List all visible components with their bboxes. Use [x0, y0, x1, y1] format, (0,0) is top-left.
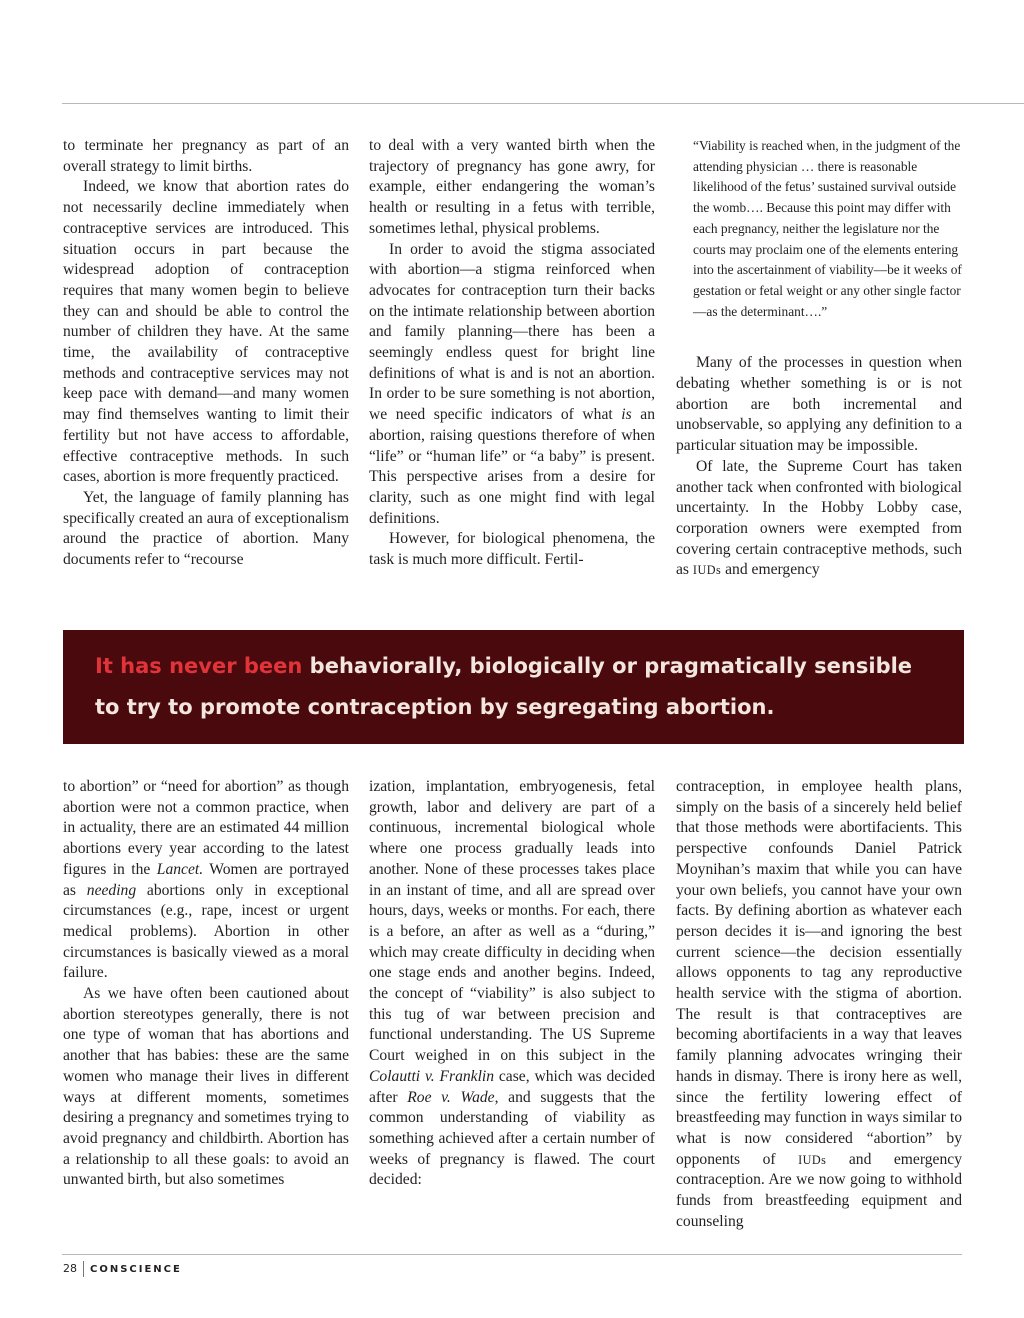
paragraph: In order to avoid the stigma associated with abortion—a stigma reinforced when advocates for contraception turn their backs on the intimate relationship between abortion and family planning—there has been a seemingly endless quest for bright line definitions of what is and is not an abortion. In order to be sure something is not abortion, we need specific indicators of what is an abortion, raising questions therefore of when “life” or “human life” or “a baby” is present. This perspective arises from a desire for clarity, such as one might find with legal definitions.	[369, 240, 655, 527]
paragraph: Of late, the Supreme Court has taken another tack when confronted with biological uncertainty. In the Hobby Lobby case, corporation owners were exempted from covering certain contraceptive methods, such as IUDs and emergency	[676, 457, 962, 579]
upper-column-3	[676, 136, 962, 581]
paragraph: Indeed, we know that abortion rates do not necessarily decline immediately when contraceptive services are introduced. This situation occurs in part because the widespread adoption of contraception requires that many women begin to believe they can and should be able to control the number of children they have. At the same time, the availability of contraceptive methods and contraceptive services may not keep pace with demand—and many women may find themselves wanting to limit their fertility but not have access to affordable, effective contraceptive methods. In such cases, abortion is more frequently practiced.	[63, 178, 349, 486]
top-rule	[62, 103, 1024, 104]
pull-quote	[63, 630, 964, 744]
upper-column-2	[369, 136, 655, 571]
page-number: 28	[63, 1261, 84, 1277]
small-caps: IUDs	[692, 563, 722, 578]
publication-name: CONSCIENCE	[90, 1264, 182, 1275]
paragraph: Yet, the language of family planning has specifically created an aura of exceptionalism around the practice of abortion. Many documents refer to “recourse	[63, 488, 349, 569]
emphasis: is	[621, 406, 632, 424]
block-quote	[676, 136, 963, 322]
paragraph: Many of the processes in question when debating whether something is or is not abortion are both incremental and unobservable, so applying any definition to a particular situation may be impossible.	[676, 354, 962, 455]
bottom-rule	[62, 1254, 962, 1255]
paragraph: to terminate her pregnancy as part of an overall strategy to limit births.	[63, 137, 349, 175]
emphasis: Colautti v. Franklin	[369, 1067, 495, 1085]
upper-column-1	[63, 136, 349, 571]
paragraph: to deal with a very wanted birth when the trajectory of pregnancy has gone awry, for example, either endangering the woman’s health or resulting in a fetus with terrible, sometimes lethal, physical problems.	[369, 137, 655, 237]
paragraph: However, for biological phenomena, the task is much more difficult. Fertil-	[369, 530, 655, 569]
paragraph: ization, implantation, embryogenesis, fetal growth, labor and delivery are part of a continuous, incremental biological whole where one process gradually leads into another. None of these processes takes place in an instant of time, and all are spread over hours, days, weeks or months. For each, there is a before, an after as well as a “during,” which may create difficulty in deciding when one stage ends and another begins. Indeed, the concept of “viability” is also subject to this tug of war between precision and functional understanding. The US Supreme Court weighed in on this subject in the Colautti v. Franklin case, which was decided after Roe v. Wade, and suggests that the common understanding of viability as something achieved after a certain number of weeks of pregnancy is flawed. The court decided:	[369, 778, 656, 1189]
lower-column-1	[63, 777, 349, 1191]
emphasis: Lancet.	[156, 860, 204, 878]
block-quote-text: “Viability is reached when, in the judgment of the attending physician … there is reasonable likelihood of the fetus’ sustained survival outside the womb…. Because this point may differ with each pregnancy, neither the legislature nor the courts may proclaim one of the elements entering into the ascertainment of viability—be it weeks of gestation or fetal weight or any other single factor—as the determinant….”	[693, 138, 962, 319]
pull-quote-highlight: It has never been	[95, 654, 303, 678]
paragraph: contraception, in employee health plans, simply on the basis of a sincerely held belief that those methods were abortifacients. This perspective confounds Daniel Patrick Moynihan’s maxim that while you can have your own beliefs, you cannot have your own facts. By defining abortion as whatever each person decides it is—and ignoring the best current science—the decision essentially allows opponents to tag any reproductive health service with the stigma of abortion. The result is that contraceptives are becoming abortifacients in a way that leaves family planning advocates wringing their hands in dismay. There is irony here as well, since the fertility lowering effect of breastfeeding may function in ways similar to what is now considered “abortion” by opponents of IUDs and emergency contraception. Are we now going to withhold funds from breastfeeding equipment and counseling	[676, 778, 962, 1230]
paragraph: to abortion” or “need for abortion” as though abortion were not a common practice, when in actuality, there are an estimated 44 million abortions every year according to the latest figures in the Lancet. Women are portrayed as needing abortions only in exceptional circumstances (e.g., rape, incest or urgent medical problems). Abortion in other circumstances is basically viewed as a moral failure.	[63, 778, 349, 982]
pull-quote-text: behaviorally, biologically or pragmatically sensible to try to promote contraception by segregating abortion.	[95, 654, 913, 719]
emphasis: Roe v. Wade	[407, 1088, 495, 1106]
lower-column-3	[676, 777, 962, 1232]
page-footer	[63, 1261, 182, 1277]
emphasis: needing	[86, 881, 137, 899]
lower-column-2	[369, 777, 655, 1191]
paragraph: As we have often been cautioned about abortion stereotypes generally, there is not one type of woman that has abortions and another that has babies: these are the same women who manage their lives in different ways at different moments, sometimes desiring a pregnancy and sometimes trying to avoid pregnancy and childbirth. Abortion has a relationship to all these goals: to avoid an unwanted birth, but also sometimes	[63, 985, 349, 1189]
small-caps: IUDs	[798, 1152, 827, 1167]
